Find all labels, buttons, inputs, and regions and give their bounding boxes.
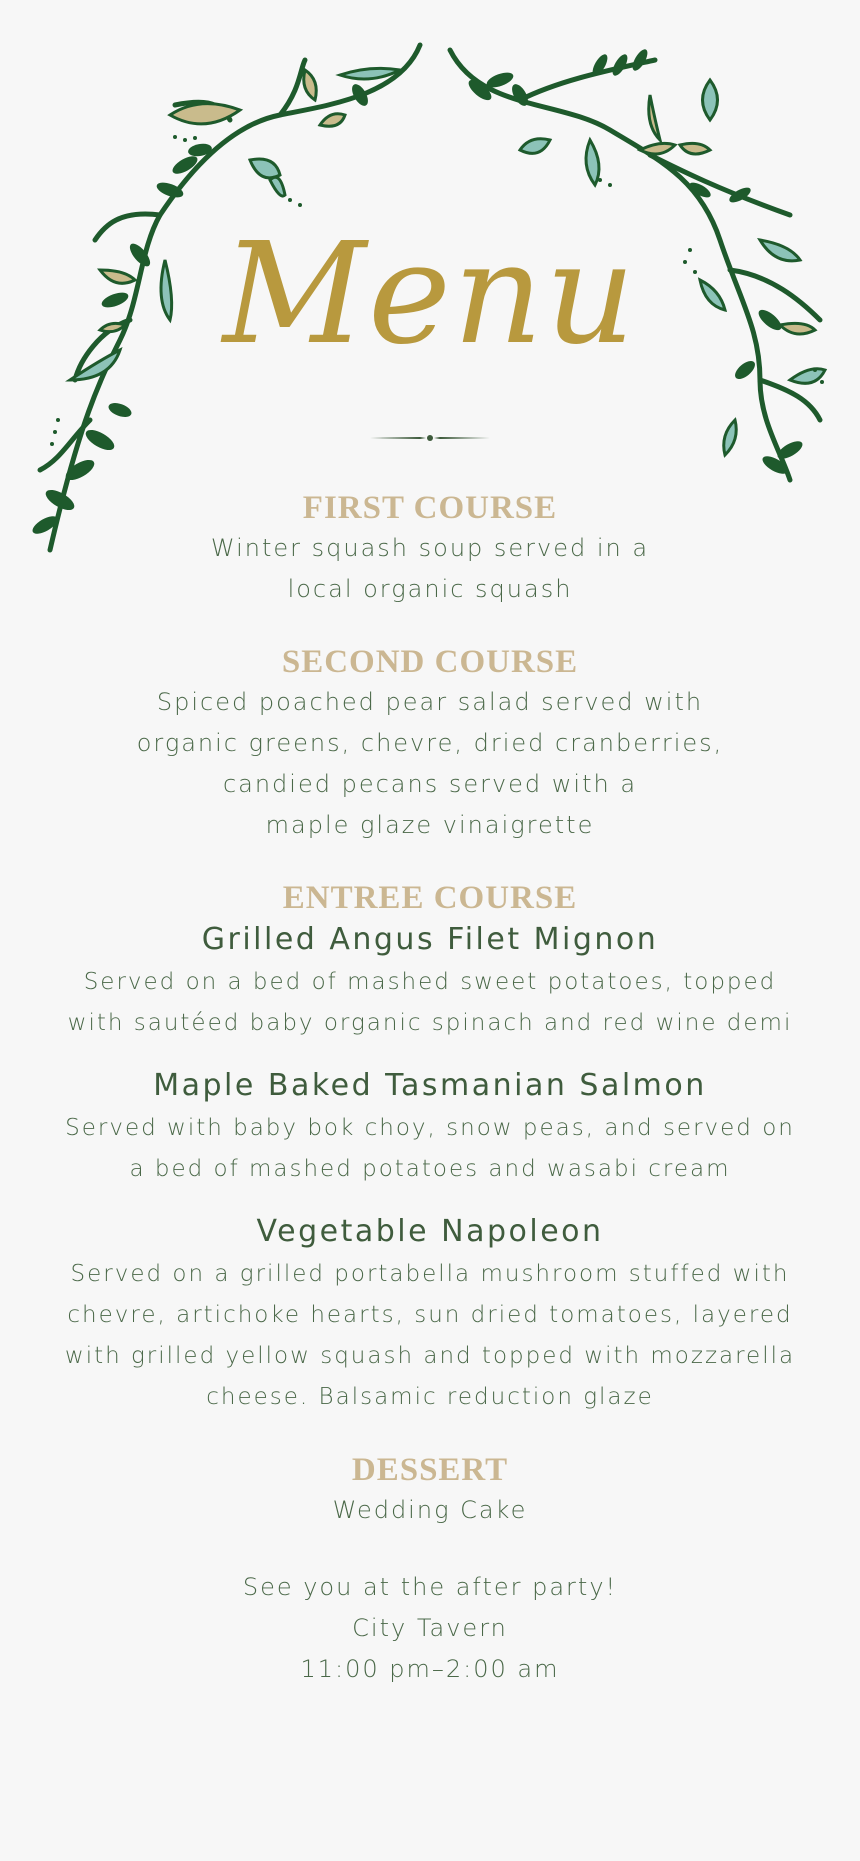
footer-line: City Tavern <box>352 1614 508 1642</box>
course-description: candied pecans served with a <box>222 770 638 798</box>
course-description: Spiced poached pear salad served with <box>156 688 704 716</box>
dish-description: chevre, artichoke hearts, sun dried tomatoes, layered <box>67 1302 793 1328</box>
second-course-section <box>0 642 860 846</box>
section-heading: ENTREE COURSE <box>282 880 578 916</box>
entree-dish <box>0 1064 860 1190</box>
section-heading: SECOND COURSE <box>281 644 579 680</box>
footer-line: See you at the after party! <box>242 1573 618 1601</box>
entree-dish <box>0 918 860 1044</box>
first-course-section <box>0 488 860 610</box>
dish-description: with sautéed baby organic spinach and red wine demi <box>67 1010 793 1036</box>
course-description: organic greens, chevre, dried cranberries, <box>136 729 724 757</box>
course-description: Winter squash soup served in a <box>210 534 650 562</box>
menu-content <box>0 488 860 1690</box>
after-party-footer <box>0 1567 860 1690</box>
dish-description: cheese. Balsamic reduction glaze <box>206 1384 654 1410</box>
dish-name: Vegetable Napoleon <box>256 1214 604 1249</box>
dish-description: Served with baby bok choy, snow peas, and served on <box>65 1115 795 1141</box>
entree-course-section <box>0 878 860 1418</box>
section-heading: FIRST COURSE <box>302 490 558 526</box>
dish-name: Maple Baked Tasmanian Salmon <box>153 1068 707 1103</box>
dish-description: Served on a grilled portabella mushroom stuffed with <box>70 1261 790 1287</box>
entree-dish <box>0 1210 860 1418</box>
course-description: local organic squash <box>287 575 573 603</box>
dish-name: Grilled Angus Filet Mignon <box>201 922 659 957</box>
ornamental-divider-icon <box>370 430 490 446</box>
dessert-section <box>0 1450 860 1531</box>
footer-line: 11:00 pm–2:00 am <box>300 1655 560 1683</box>
course-description: Wedding Cake <box>332 1496 528 1524</box>
dish-description: with grilled yellow squash and topped with mozzarella <box>64 1343 796 1369</box>
course-description: maple glaze vinaigrette <box>265 811 595 839</box>
section-heading: DESSERT <box>351 1452 509 1488</box>
menu-title: Menu <box>222 213 638 376</box>
dish-description: a bed of mashed potatoes and wasabi cream <box>129 1156 731 1182</box>
dish-description: Served on a bed of mashed sweet potatoes, topped <box>83 969 777 995</box>
